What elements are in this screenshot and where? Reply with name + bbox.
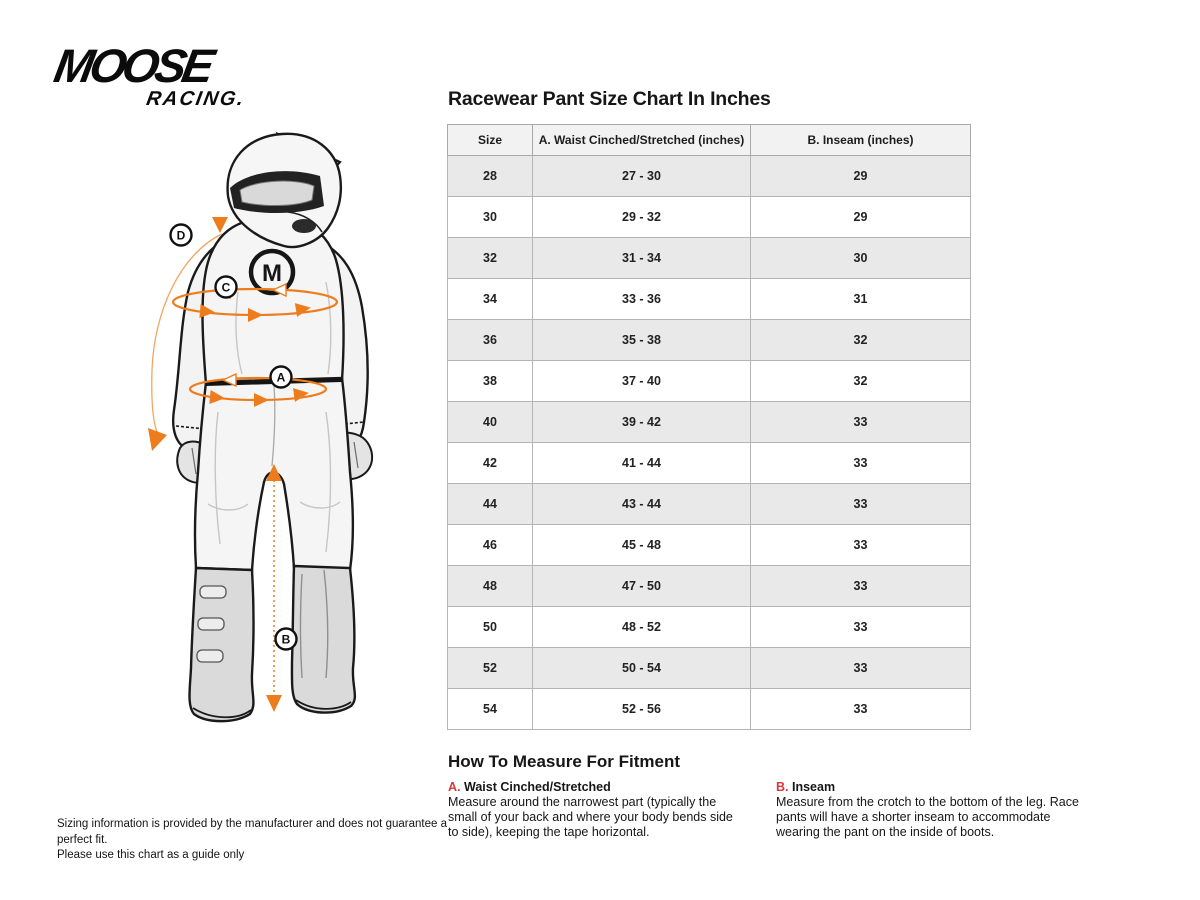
inseam-cell: 33 [751, 443, 971, 484]
table-row [448, 443, 971, 484]
inseam-measure-line [266, 464, 282, 712]
size-cell: 40 [448, 402, 533, 443]
waist-cell: 45 - 48 [533, 525, 751, 566]
inseam-cell: 33 [751, 689, 971, 730]
measure-letter-a: A. [448, 780, 461, 794]
header-waist: A. Waist Cinched/Stretched (inches) [533, 125, 751, 156]
badge-letter-c: C [221, 280, 231, 295]
measure-text-inseam: Measure from the crotch to the bottom of the leg. Race pants will have a shorter inseam to accommodate wearing the pant on the inside of boots. [776, 795, 1079, 839]
disclaimer-line-2: Please use this chart as a guide only [57, 849, 245, 862]
disclaimer-line-1: Sizing information is provided by the manufacturer and does not guarantee a perfect fit. [57, 818, 447, 846]
logo-subtext: RACING. [144, 87, 248, 110]
table-row [448, 484, 971, 525]
table-row [448, 566, 971, 607]
waist-cell: 39 - 42 [533, 402, 751, 443]
waist-cell: 41 - 44 [533, 443, 751, 484]
size-cell: 38 [448, 361, 533, 402]
size-table [447, 124, 971, 730]
table-row [448, 238, 971, 279]
waist-cell: 27 - 30 [533, 156, 751, 197]
measure-item-waist [448, 780, 743, 840]
inseam-cell: 33 [751, 525, 971, 566]
size-cell: 42 [448, 443, 533, 484]
measure-item-inseam [776, 780, 1086, 840]
table-row [448, 689, 971, 730]
size-cell: 30 [448, 197, 533, 238]
table-row [448, 648, 971, 689]
badge-letter-a: A [276, 370, 286, 385]
jersey-moose-logo [251, 251, 293, 293]
measure-badge-sleeve [171, 225, 192, 246]
table-row [448, 525, 971, 566]
measure-badge-chest [216, 277, 237, 298]
size-cell: 28 [448, 156, 533, 197]
size-cell: 48 [448, 566, 533, 607]
measure-label-waist [448, 780, 743, 794]
measure-heading: How To Measure For Fitment [448, 752, 681, 771]
measure-text-waist: Measure around the narrowest part (typically the small of your back and where your body bends side to side), keeping the tape horizontal. [448, 795, 733, 839]
waist-cell: 48 - 52 [533, 607, 751, 648]
measure-badge-waist [271, 367, 292, 388]
waist-cell: 31 - 34 [533, 238, 751, 279]
inseam-cell: 32 [751, 320, 971, 361]
size-cell: 50 [448, 607, 533, 648]
logo-wordmark: MOOSE [50, 39, 215, 92]
waist-cell: 29 - 32 [533, 197, 751, 238]
inseam-cell: 33 [751, 566, 971, 607]
waist-cell: 33 - 36 [533, 279, 751, 320]
table-header-row [448, 125, 971, 156]
measure-title-waist: Waist Cinched/Stretched [463, 780, 611, 794]
badge-letter-d: D [176, 228, 186, 243]
waist-cell: 47 - 50 [533, 566, 751, 607]
inseam-cell: 30 [751, 238, 971, 279]
inseam-cell: 29 [751, 156, 971, 197]
inseam-cell: 31 [751, 279, 971, 320]
table-row [448, 361, 971, 402]
inseam-cell: 29 [751, 197, 971, 238]
waist-cell: 52 - 56 [533, 689, 751, 730]
measure-letter-b: B. [776, 780, 789, 794]
measure-title-inseam: Inseam [791, 780, 836, 794]
size-cell: 54 [448, 689, 533, 730]
size-cell: 52 [448, 648, 533, 689]
page-title: Racewear Pant Size Chart In Inches [448, 88, 771, 110]
inseam-cell: 33 [751, 648, 971, 689]
waist-cell: 37 - 40 [533, 361, 751, 402]
table-row [448, 402, 971, 443]
size-cell: 32 [448, 238, 533, 279]
waist-cell: 35 - 38 [533, 320, 751, 361]
table-row [448, 156, 971, 197]
waist-cell: 43 - 44 [533, 484, 751, 525]
jersey-logo-letter: M [262, 260, 282, 287]
size-table-body [448, 156, 971, 730]
size-cell: 44 [448, 484, 533, 525]
table-row [448, 607, 971, 648]
inseam-cell: 32 [751, 361, 971, 402]
inseam-cell: 33 [751, 402, 971, 443]
table-row [448, 320, 971, 361]
measure-badge-inseam [276, 629, 297, 650]
table-row [448, 197, 971, 238]
size-cell: 36 [448, 320, 533, 361]
size-cell: 34 [448, 279, 533, 320]
measure-label-inseam [776, 780, 1086, 794]
inseam-cell: 33 [751, 484, 971, 525]
badge-letter-b: B [281, 632, 291, 647]
size-cell: 46 [448, 525, 533, 566]
waist-cell: 50 - 54 [533, 648, 751, 689]
inseam-cell: 33 [751, 607, 971, 648]
header-inseam: B. Inseam (inches) [751, 125, 971, 156]
moose-racing-logo [50, 39, 255, 111]
table-row [448, 279, 971, 320]
disclaimer [57, 817, 457, 864]
rider-measurement-diagram [88, 112, 424, 740]
header-size: Size [448, 125, 533, 156]
